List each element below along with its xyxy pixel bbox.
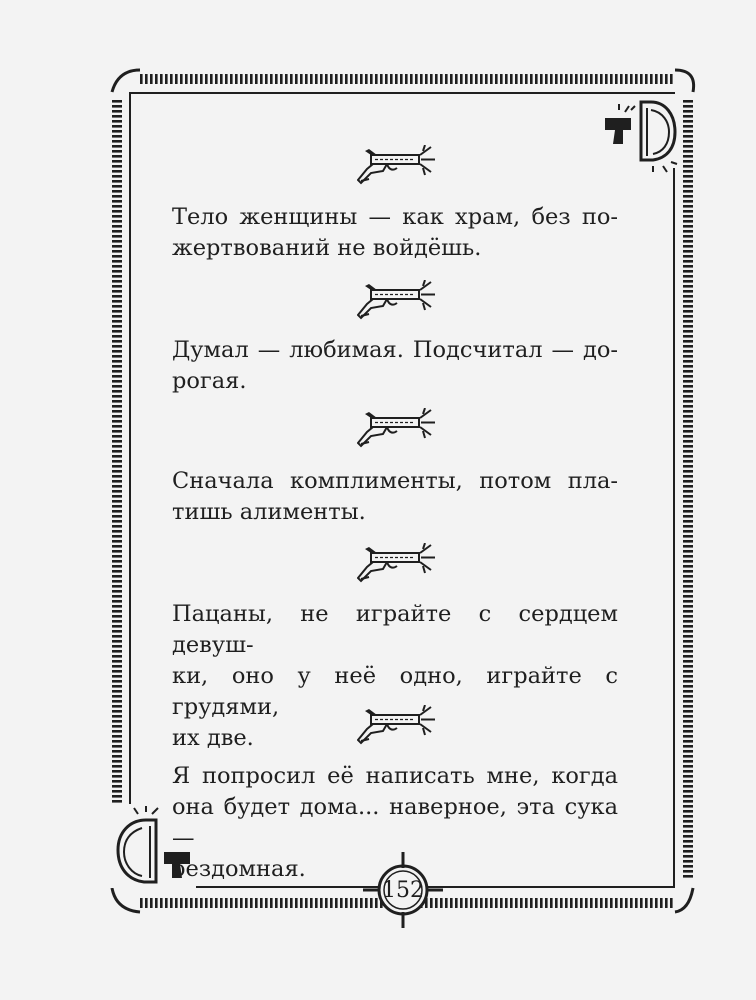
joke-line: тишь алименты. [172,499,366,525]
joke-line: Сначала комплименты, потом пла- [172,468,618,494]
frame-top-ticks [140,74,675,84]
head-with-pistol-icon [599,94,677,172]
joke-line: рогая. [172,368,247,394]
joke-line: бездомная. [172,856,306,882]
pistol-icon [357,280,435,322]
joke-paragraph [172,335,618,397]
joke-line: Я попросил её написать мне, когда [172,763,618,789]
joke-paragraph [172,202,618,264]
page-number: 152 [382,878,424,903]
frame-left-ticks [112,100,122,880]
joke-line: Пацаны, не играйте с сердцем девуш- [172,601,618,658]
joke-line: она будет дома... наверное, эта сука — [172,794,618,851]
joke-line: Тело женщины — как храм, без по- [172,204,618,230]
joke-paragraph [172,466,618,528]
joke-paragraph [172,761,618,885]
frame-right-ticks [683,100,693,880]
pistol-icon [357,408,435,450]
pistol-icon [357,543,435,585]
joke-line: жертвований не войдёшь. [172,235,482,261]
joke-line: ки, оно у неё одно, играйте с грудями, [172,663,618,720]
joke-line: их две. [172,725,254,751]
joke-paragraph [172,599,618,754]
joke-line: Думал — любимая. Подсчитал — до- [172,337,618,363]
pistol-icon [357,145,435,187]
